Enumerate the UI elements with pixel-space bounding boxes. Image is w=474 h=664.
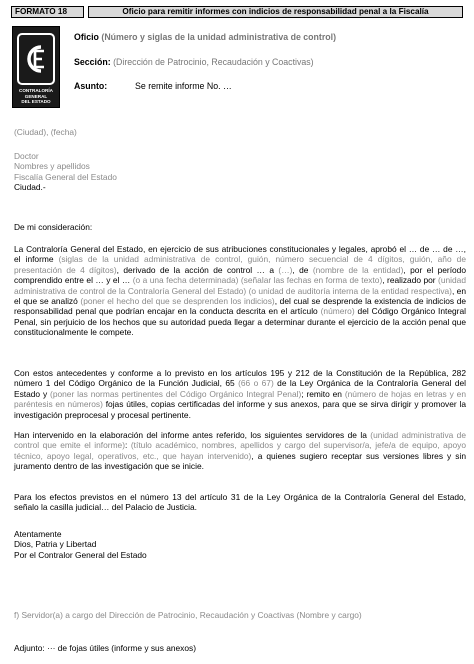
form-title: Oficio para remitir informes con indicios de responsabilidad penal a la Fiscalía bbox=[88, 6, 463, 18]
p1-segment: (nombre de la entidad) bbox=[312, 264, 404, 275]
p1-segment: (siglas de la unidad administrativa de control, guión, número secuencial de 4 dígitos, guión, año de presentación de 4 dígitos) bbox=[14, 254, 466, 275]
p1-segment: , de bbox=[292, 264, 313, 275]
closing-line-1: Atentamente bbox=[14, 529, 62, 539]
p3-segment: Han intervenido en la elaboración del informe antes referido, los siguientes servidores de la bbox=[14, 430, 371, 440]
recipient-city: Ciudad.- bbox=[14, 182, 46, 193]
p1-segment: , por el período comprendido entre el … y el … bbox=[14, 264, 466, 286]
place-date: (Ciudad), (fecha) bbox=[14, 127, 77, 137]
logo-line-2: GENERAL bbox=[24, 93, 48, 99]
p2-segment: (poner las normas pertinentes del Código Orgánico Integral Penal) bbox=[50, 388, 302, 399]
asunto-label: Asunto: bbox=[74, 81, 108, 91]
p3-segment: , a quienes sugiero receptar sus versiones libres y sin juramento dentro de las investigación que se inicie. bbox=[14, 450, 466, 472]
asunto-value: Se remite informe No. … bbox=[135, 81, 232, 91]
recipient-title: Doctor bbox=[14, 151, 39, 161]
logo-emblem-icon bbox=[17, 33, 55, 85]
signature-line: f) Servidor(a) a cargo del Dirección de Patrocinio, Recaudación y Coactivas (Nombre y cargo) bbox=[14, 610, 362, 620]
p1-segment: , derivado de la acción de control … a bbox=[116, 264, 279, 275]
closing-line-2: Dios, Patria y Libertad bbox=[14, 539, 97, 550]
p1-segment: , realizado por bbox=[382, 275, 439, 286]
p2-segment: fojas útiles, copias certificadas del informe y sus anexos, para que se sirva dirigir y promover la investigación preprocesal y procesal pertinente. bbox=[14, 399, 466, 420]
p1-segment: (poner el hecho del que se desprenden los indicios) bbox=[80, 296, 275, 307]
p1-segment: La Contraloría General del Estado, en ejercicio de sus atribuciones constitucionales y legales, aprobó el … de … de …, el informe bbox=[14, 244, 466, 265]
adjunto-line: Adjunto: ··· de fojas útiles (informe y sus anexos) bbox=[14, 643, 197, 653]
recipient-block bbox=[14, 151, 466, 193]
p1-segment: (número) bbox=[320, 306, 355, 317]
logo-caption bbox=[13, 88, 59, 104]
p2-segment: (número de hojas en letras y en paréntesis en números) bbox=[14, 388, 466, 410]
p3-segment: (unidad administrativa de control que emite el informe) bbox=[14, 430, 467, 451]
oficio-row bbox=[74, 32, 336, 42]
form-header bbox=[11, 6, 463, 18]
p3-segment: : bbox=[125, 440, 131, 451]
p2-segment: Con estos antecedentes y conforme a lo previsto en los artículos 195 y 212 de la Constitución de la República, 282 número 1 del Código Orgánico de la Función Judicial, 65 bbox=[14, 368, 466, 389]
salutation: De mi consideración: bbox=[14, 222, 93, 232]
oficio-label: Oficio bbox=[74, 32, 99, 42]
seccion-row bbox=[74, 57, 314, 67]
p1-segment: (unidad administrativa de control de la Contraloría General del Estado) (o unidad de auditoría interna de la entidad respectiva) bbox=[14, 275, 466, 296]
p1-segment: , del cual se desprende la existencia de indicios de responsabilidad penal que podrían encajar en la conducta descrita en el artículo bbox=[14, 296, 467, 317]
p4-segment: Para los efectos previstos en el número 13 del artículo 31 de la Ley Orgánica de la Contraloría General del Estado, señalo la casilla judicial… del Palacio de Justicia. bbox=[14, 492, 466, 513]
form-code: FORMATO 18 bbox=[11, 6, 84, 18]
p1-segment: , en el que se analizó bbox=[14, 285, 466, 307]
closing-line-3: Por el Contralor General del Estado bbox=[14, 549, 147, 560]
logo-line-1: CONTRALORÍA bbox=[19, 88, 53, 94]
logo-line-3: DEL ESTADO bbox=[21, 98, 51, 104]
recipient-institution: Fiscalía General del Estado bbox=[14, 171, 117, 182]
p2-segment: (66 o 67) bbox=[238, 378, 274, 389]
contraloria-logo bbox=[12, 26, 60, 108]
p2-segment: ; remito en bbox=[301, 388, 345, 399]
paragraph-3 bbox=[14, 430, 466, 472]
p3-segment: (título académico, nombres, apellidos y cargo del supervisor/a, jefe/a de equipo, apoyo técnico, apoyo legal, operativos, etc., que hayan intervenido) bbox=[14, 440, 466, 461]
seccion-label: Sección: bbox=[74, 57, 111, 67]
p1-segment: del Código Orgánico Integral Penal, sin perjuicio de los hechos que su autoridad pueda llegar a determinar durante el ejercicio de la acción penal que constitucionalmente le compete. bbox=[14, 306, 466, 338]
paragraph-4 bbox=[14, 492, 466, 513]
p1-segment: (o a una fecha determinada) (señalar las fechas en forma de texto) bbox=[132, 275, 383, 286]
recipient-name: Nombres y apellidos bbox=[14, 161, 90, 172]
oficio-value: (Número y siglas de la unidad administrativa de control) bbox=[101, 32, 337, 42]
closing-block bbox=[14, 529, 466, 560]
paragraph-1 bbox=[14, 244, 466, 338]
p1-segment: (…) bbox=[278, 264, 293, 275]
p2-segment: de la Ley Orgánica de la Contraloría General del Estado y bbox=[14, 378, 466, 399]
seccion-value: (Dirección de Patrocinio, Recaudación y Coactivas) bbox=[113, 57, 314, 67]
paragraph-2 bbox=[14, 368, 466, 420]
